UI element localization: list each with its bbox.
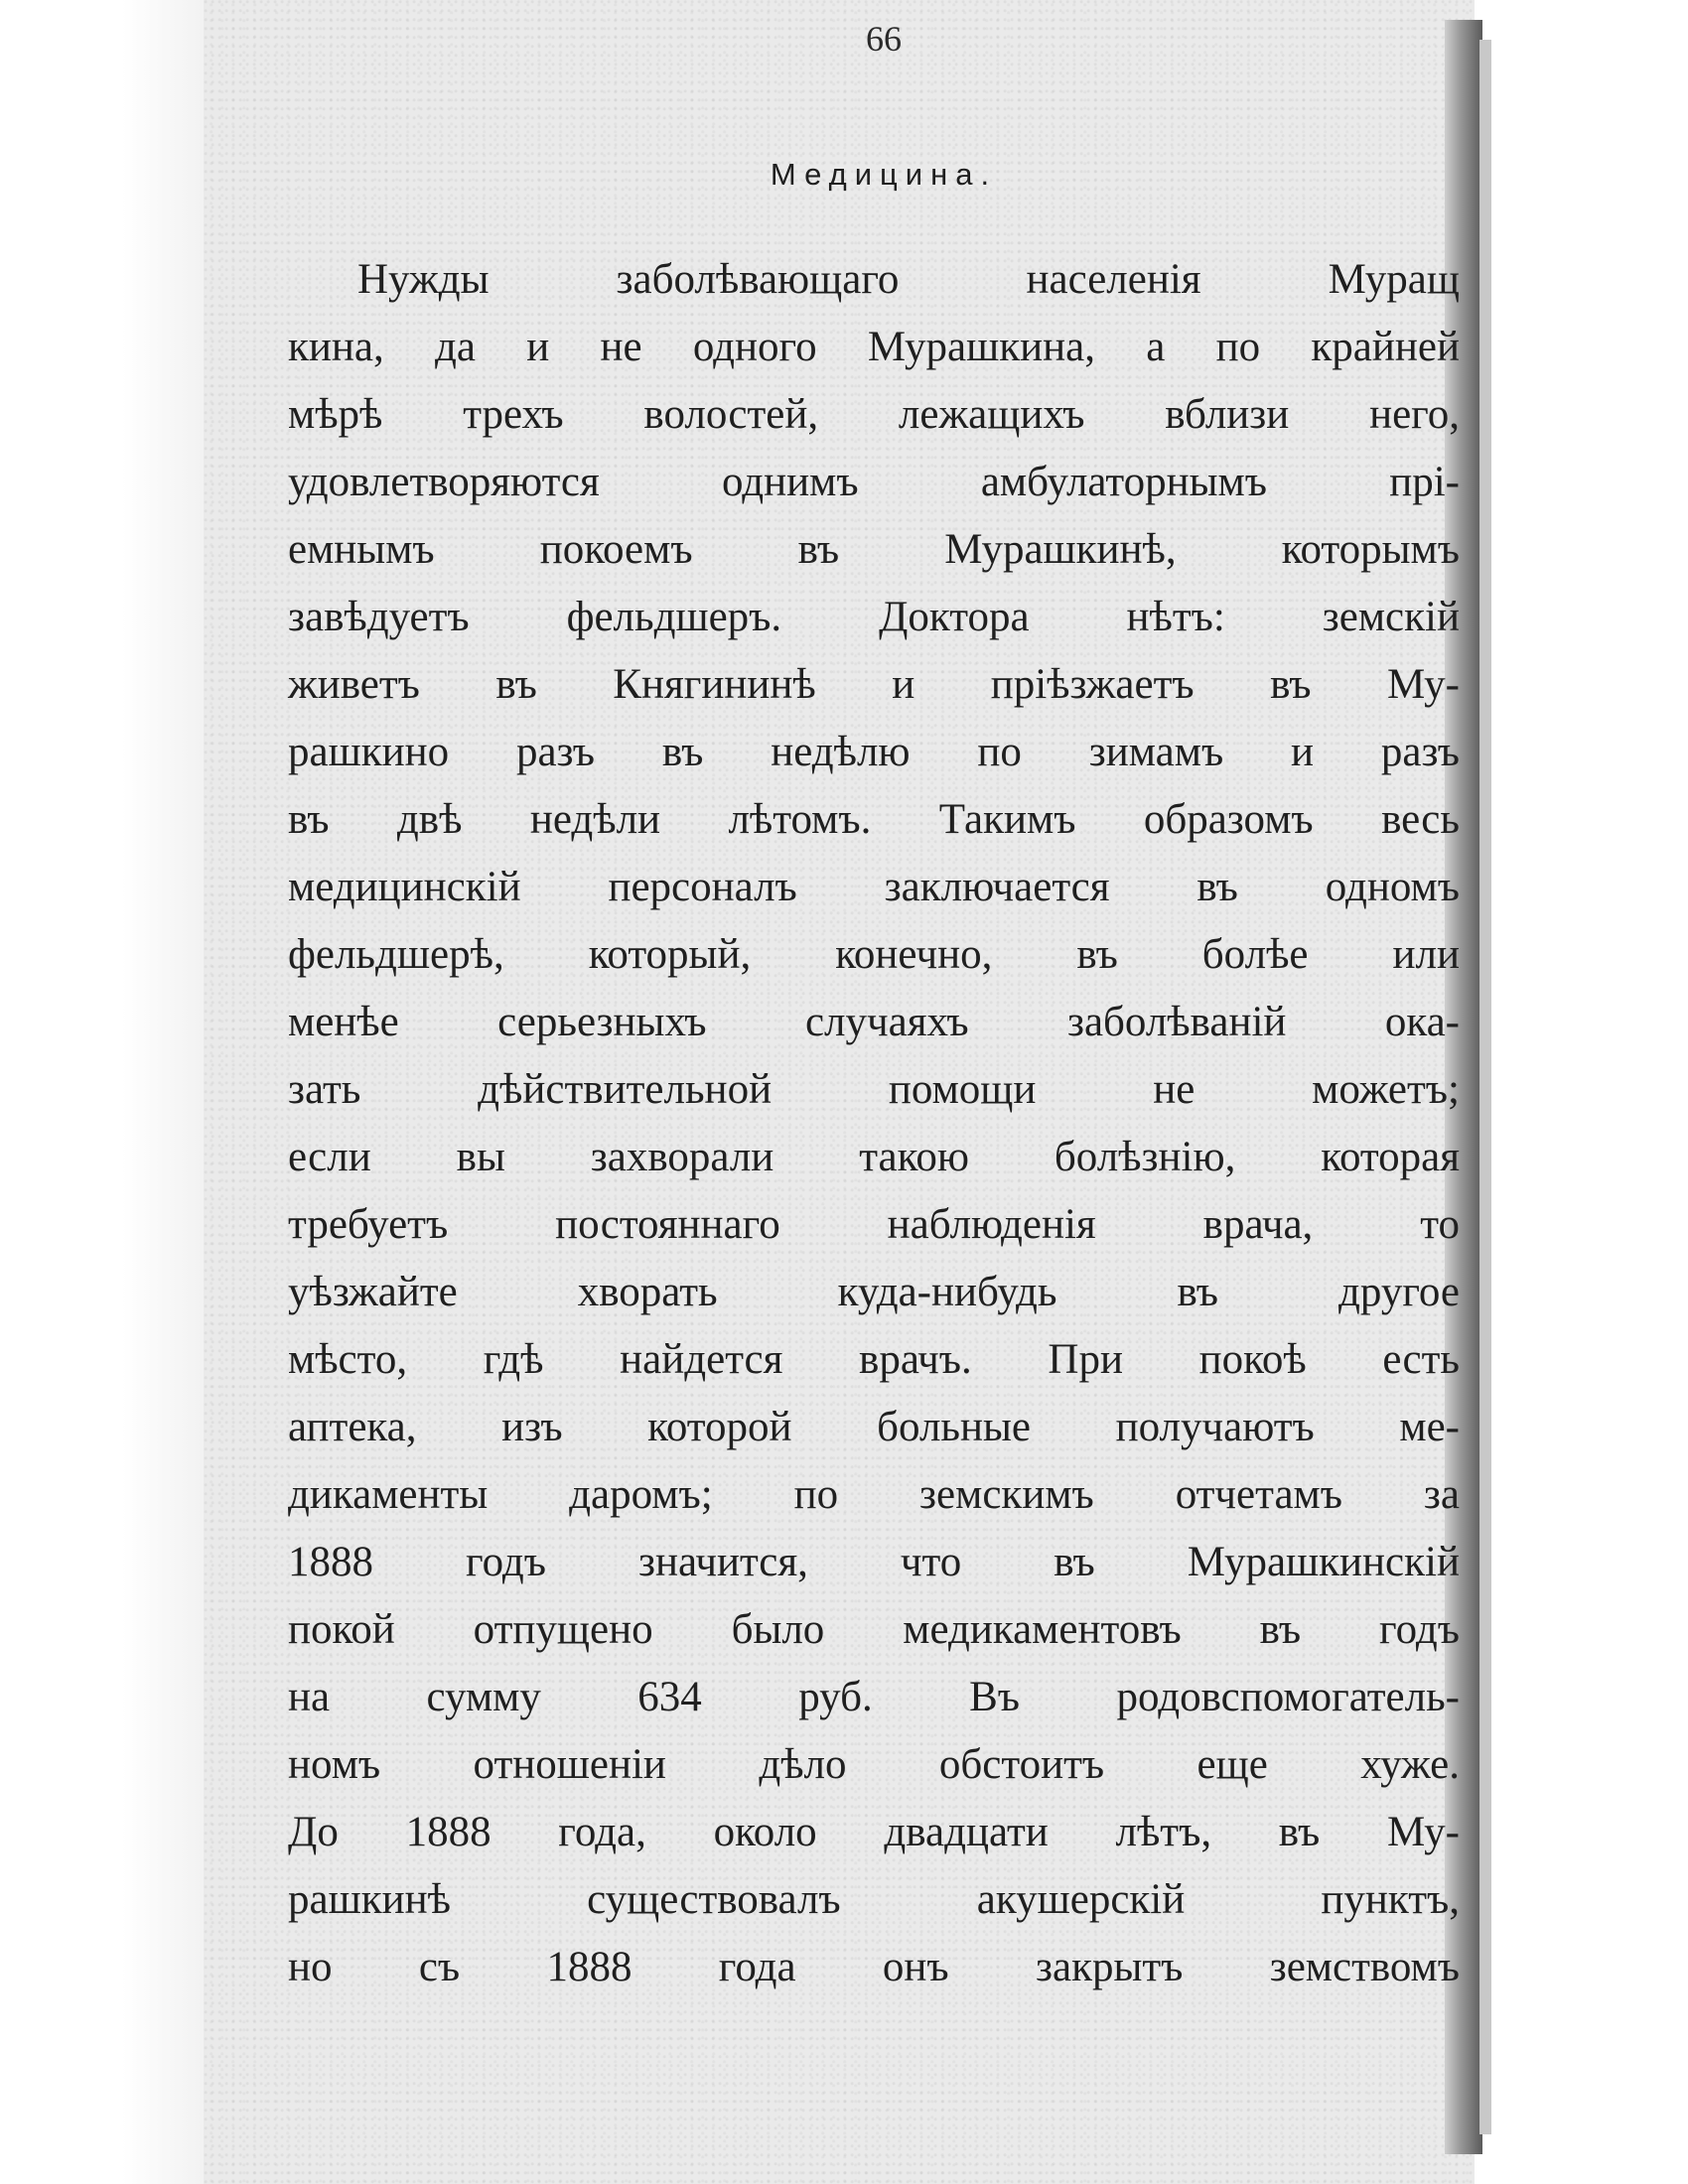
text-line: если вы захворали такою болѣзнію, которая [288,1134,1460,1180]
text-line: менѣе серьезныхъ случаяхъ заболѣваній ока- [288,999,1460,1045]
text-line: покой отпущено было медикаментовъ въ годъ [288,1606,1460,1653]
page-number: 66 [866,19,902,59]
text-line: дикаменты даромъ; по земскимъ отчетамъ за [288,1471,1460,1518]
text-line: зать дѣйствительной помощи не можетъ; [288,1066,1460,1113]
text-line: живетъ въ Княгининѣ и пріѣзжаетъ въ Му- [288,661,1460,708]
text-line: но съ 1888 года онъ закрытъ земствомъ [288,1944,1460,1990]
text-line: мѣсто, гдѣ найдется врачъ. При покоѣ есть [288,1336,1460,1383]
text-line: 1888 годъ значится, что въ Мурашкинскій [288,1539,1460,1585]
text-line: медицинскій персоналъ заключается въ одномъ [288,864,1460,910]
scan-margin [0,0,204,2184]
text-line: требуетъ постояннаго наблюденія врача, то [288,1201,1460,1248]
text-line: въ двѣ недѣли лѣтомъ. Такимъ образомъ весь [288,796,1460,843]
text-line: емнымъ покоемъ въ Мурашкинѣ, которымъ [288,526,1460,573]
text-line: фельдшерѣ, который, конечно, въ болѣе или [288,931,1460,978]
text-line: уѣзжайте хворать куда-нибудь въ другое [288,1269,1460,1315]
text-line: рашкино разъ въ недѣлю по зимамъ и разъ [288,729,1460,775]
text-line: аптека, изъ которой больные получаютъ ме- [288,1404,1460,1450]
text-line: кина, да и не одного Мурашкина, а по крайней [288,324,1460,370]
text-line: Нужды заболѣвающаго населенія Муращ [357,256,1460,303]
body-text [288,246,1460,2001]
text-line: удовлетворяются однимъ амбулаторнымъ прі- [288,459,1460,505]
page-edge-outer [1479,40,1491,2134]
text-line: на сумму 634 руб. Въ родовспомогатель- [288,1674,1460,1720]
section-heading: Медицина. [770,157,998,192]
text-line: завѣдуетъ фельдшеръ. Доктора нѣтъ: земскій [288,594,1460,640]
text-line: номъ отношеніи дѣло обстоитъ еще хуже. [288,1741,1460,1788]
text-line: До 1888 года, около двадцати лѣтъ, въ Му- [288,1809,1460,1855]
text-line: мѣрѣ трехъ волостей, лежащихъ вблизи него, [288,391,1460,438]
text-line: рашкинѣ существовалъ акушерскій пунктъ, [288,1876,1460,1923]
